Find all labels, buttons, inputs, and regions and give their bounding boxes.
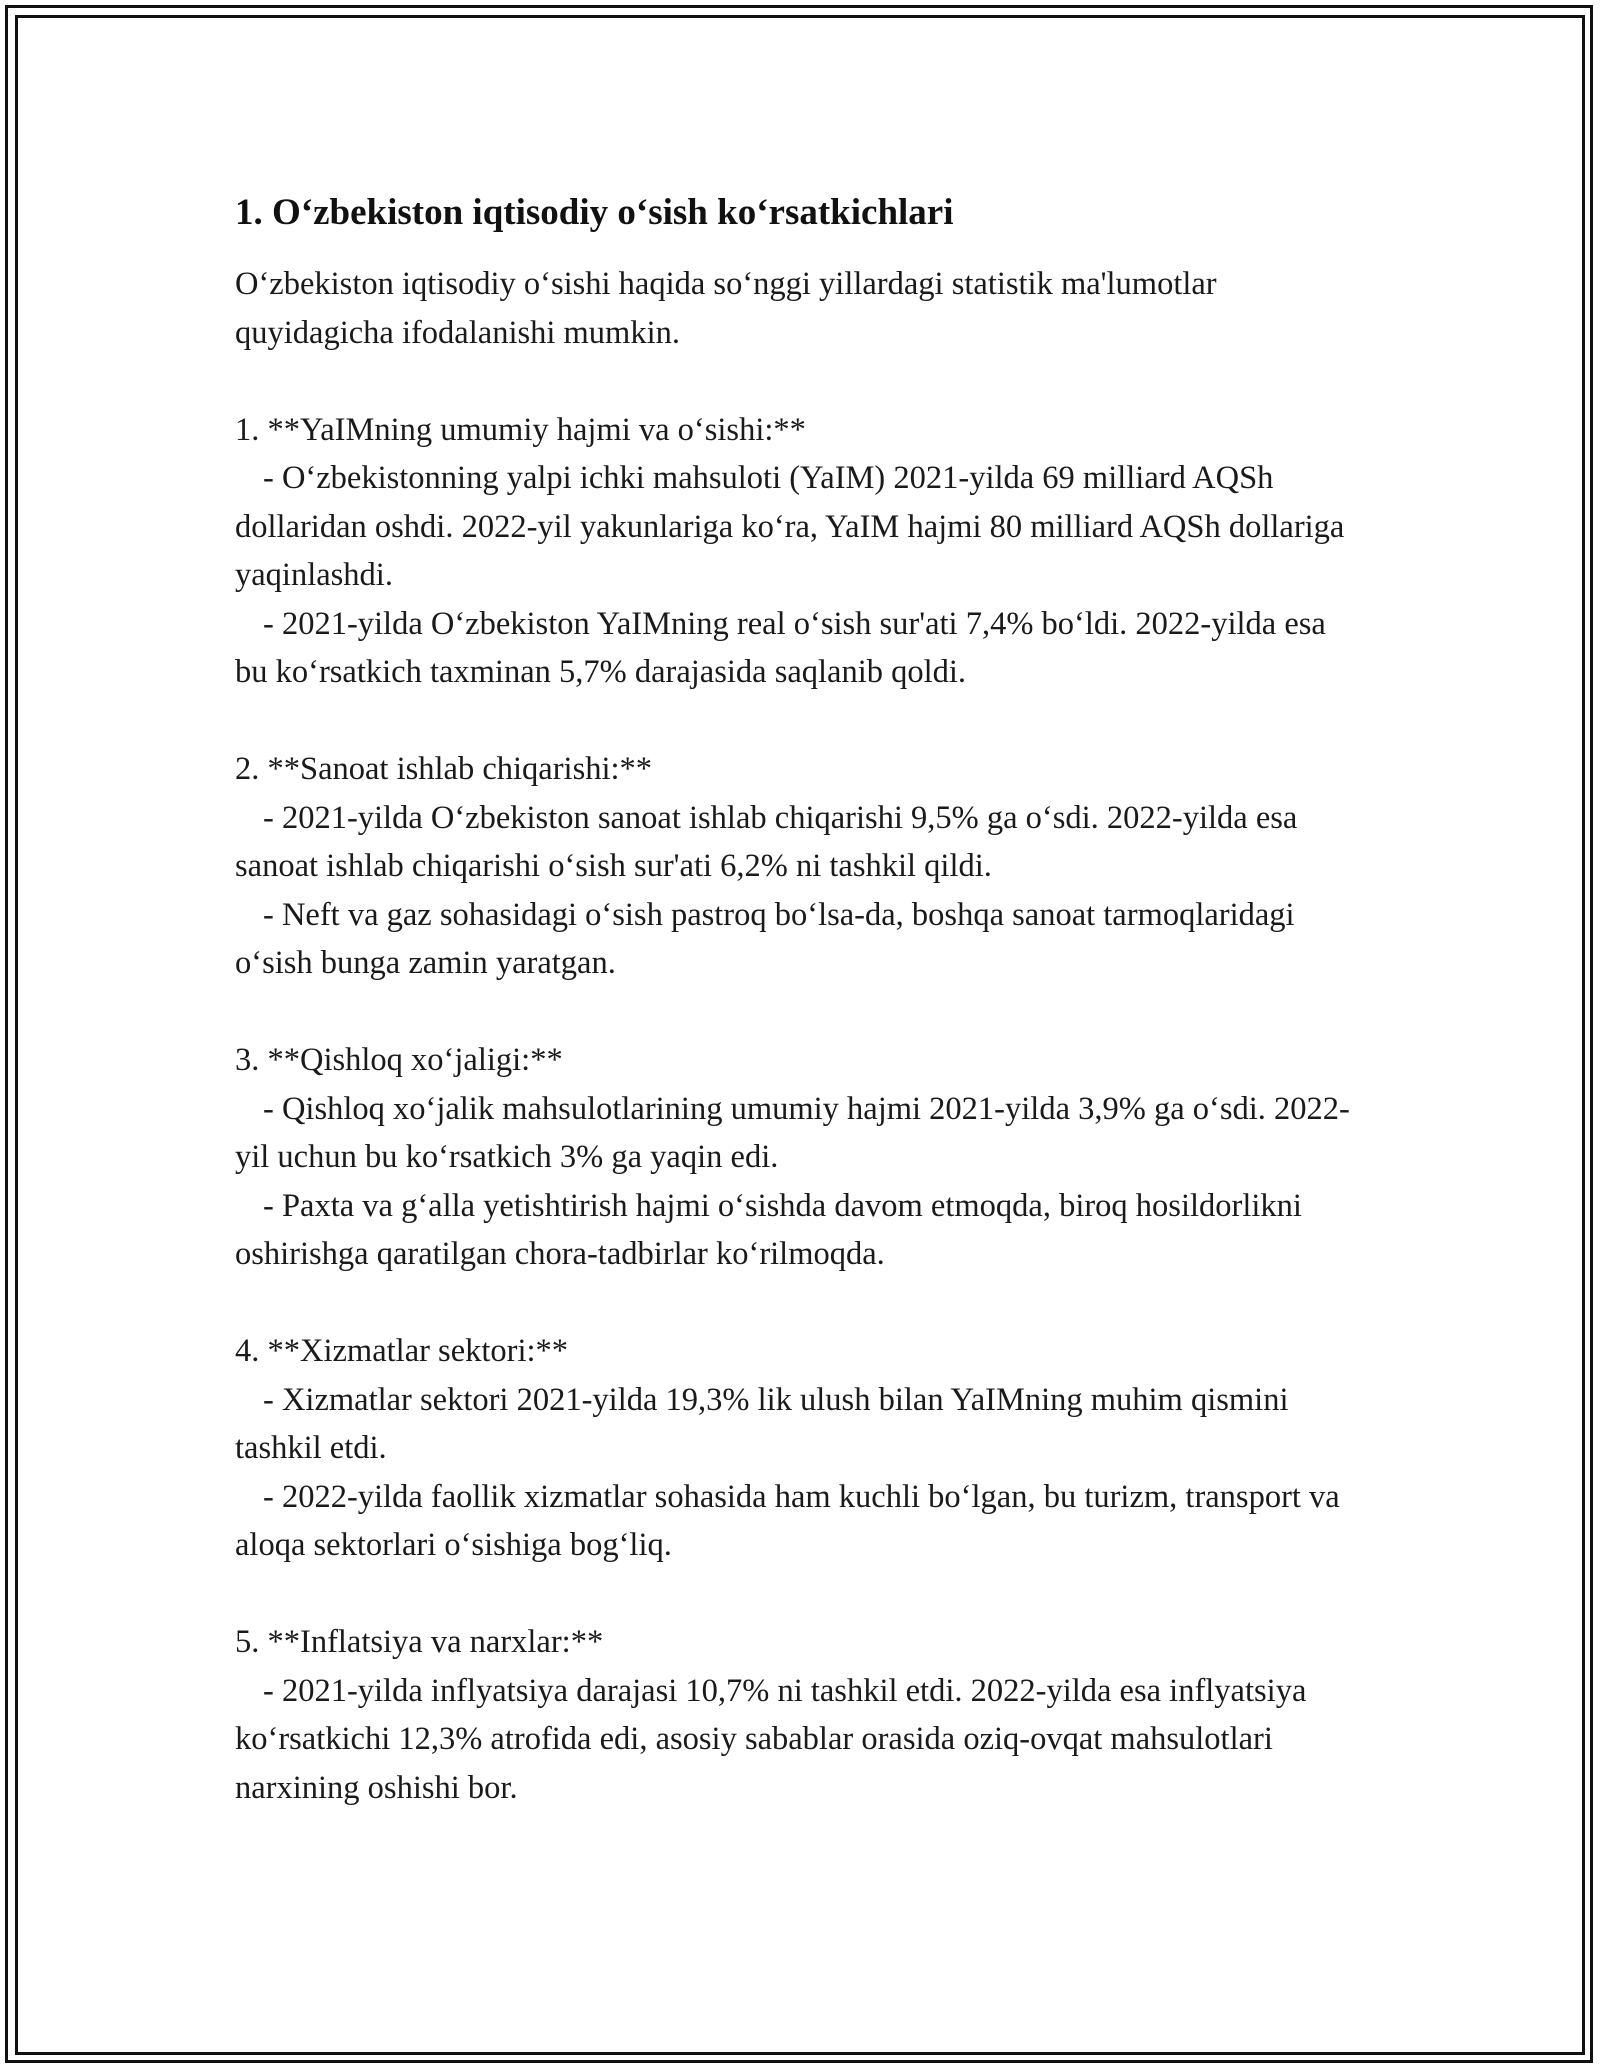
section-heading: 4. **Xizmatlar sektori:** bbox=[235, 1333, 569, 1369]
bullet-text: - Xizmatlar sektori 2021-yilda 19,3% lik ulush bilan YaIMning muhim qismini tashkil etdi. bbox=[235, 1381, 1289, 1466]
bullet-item bbox=[235, 891, 1360, 988]
bullet-item bbox=[235, 1182, 1360, 1279]
bullet-text: - 2021-yilda O‘zbekiston sanoat ishlab chiqarishi 9,5% ga o‘sdi. 2022-yilda esa sanoat ishlab chiqarishi o‘sish sur'ati 6,2% ni tashkil qildi. bbox=[235, 799, 1298, 884]
section-agriculture bbox=[235, 1036, 1360, 1279]
section-services bbox=[235, 1327, 1360, 1570]
section-heading: 2. **Sanoat ishlab chiqarishi:** bbox=[235, 751, 653, 787]
section-heading: 5. **Inflatsiya va narxlar:** bbox=[235, 1624, 604, 1660]
bullet-text: - 2022-yilda faollik xizmatlar sohasida ham kuchli bo‘lgan, bu turizm, transport va aloqa sektorlari o‘sishiga bog‘liq. bbox=[235, 1478, 1340, 1563]
bullet-item bbox=[235, 1376, 1360, 1473]
intro-paragraph: O‘zbekiston iqtisodiy o‘sishi haqida so‘nggi yillardagi statistik ma'lumotlar quyidagicha ifodalanishi mumkin. bbox=[235, 266, 1217, 351]
bullet-item bbox=[235, 1667, 1360, 1813]
bullet-item bbox=[235, 1473, 1360, 1570]
bullet-text: - 2021-yilda inflyatsiya darajasi 10,7% ni tashkil etdi. 2022-yilda esa inflyatsiya ko‘rsatkichi 12,3% atrofida edi, asosiy sabablar orasida oziq-ovqat mahsulotlari narxining oshishi bor. bbox=[235, 1672, 1307, 1806]
bullet-text: - Qishloq xo‘jalik mahsulotlarining umumiy hajmi 2021-yilda 3,9% ga o‘sdi. 2022-yil uchun bu ko‘rsatkich 3% ga yaqin edi. bbox=[235, 1090, 1350, 1175]
section-inflation bbox=[235, 1618, 1360, 1812]
section-gdp bbox=[235, 406, 1360, 697]
section-heading: 3. **Qishloq xo‘jaligi:** bbox=[235, 1042, 563, 1078]
bullet-item bbox=[235, 600, 1360, 697]
document-title: 1. O‘zbekiston iqtisodiy o‘sish ko‘rsatkichlari bbox=[235, 192, 954, 233]
bullet-text: - Neft va gaz sohasidagi o‘sish pastroq bo‘lsa-da, boshqa sanoat tarmoqlaridagi o‘sish bunga zamin yaratgan. bbox=[235, 896, 1295, 981]
bullet-text: - Paxta va g‘alla yetishtirish hajmi o‘sishda davom etmoqda, biroq hosildorlikni oshirishga qaratilgan chora-tadbirlar ko‘rilmoqda. bbox=[235, 1187, 1302, 1272]
section-industry bbox=[235, 745, 1360, 988]
bullet-item bbox=[235, 454, 1360, 600]
bullet-text: - 2021-yilda O‘zbekiston YaIMning real o‘sish sur'ati 7,4% bo‘ldi. 2022-yilda esa bu ko‘rsatkich taxminan 5,7% darajasida saqlanib qoldi. bbox=[235, 605, 1326, 690]
bullet-text: - O‘zbekistonning yalpi ichki mahsuloti (YaIM) 2021-yilda 69 milliard AQSh dollaridan oshdi. 2022-yil yakunlariga ko‘ra, YaIM hajmi 80 milliard AQSh dollariga yaqinlashdi. bbox=[235, 460, 1345, 593]
bullet-item bbox=[235, 794, 1360, 891]
document-body bbox=[235, 188, 1360, 1861]
bullet-item bbox=[235, 1085, 1360, 1182]
section-heading: 1. **YaIMning umumiy hajmi va o‘sishi:** bbox=[235, 411, 806, 448]
